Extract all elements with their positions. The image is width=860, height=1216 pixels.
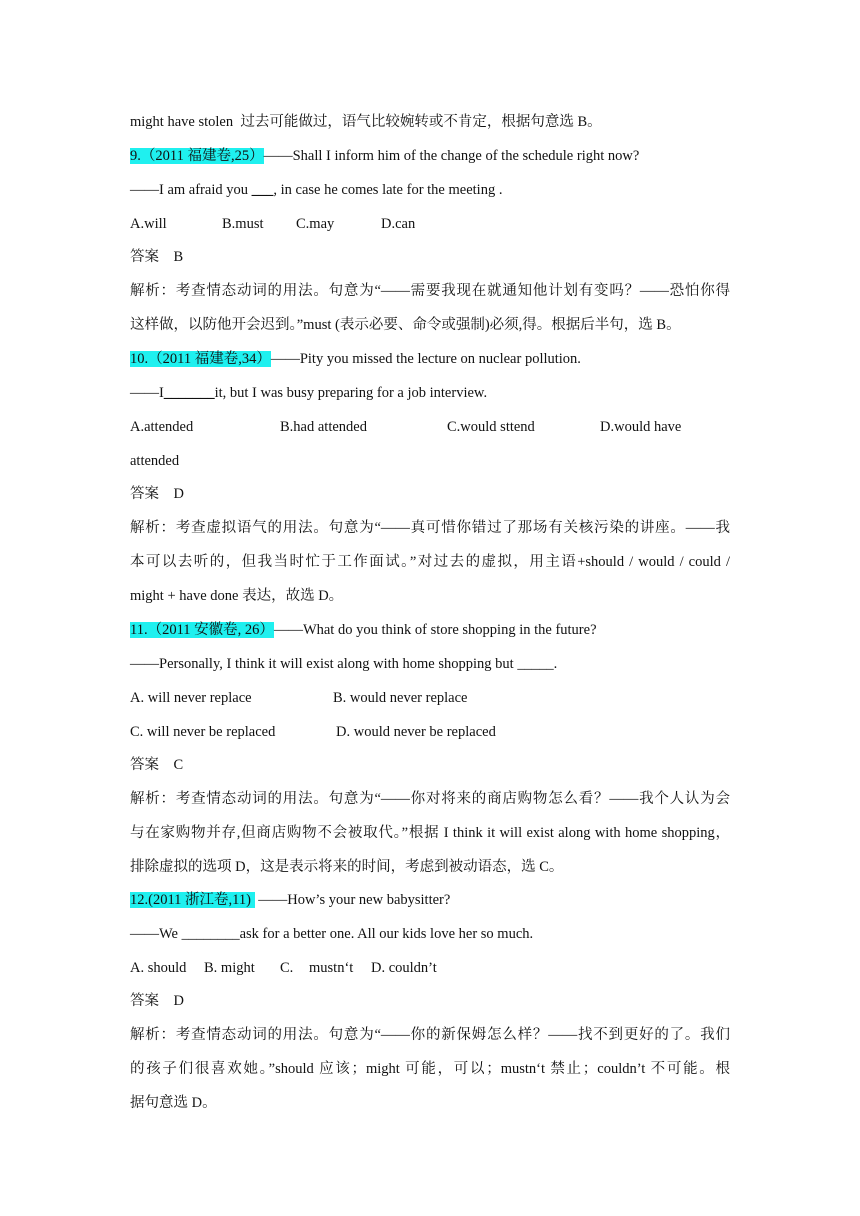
reply-text: , in case he comes late for the meeting . bbox=[273, 182, 503, 198]
option-a: A.will bbox=[130, 216, 167, 232]
explanation-line: might + have done 表达，故选 D。 bbox=[130, 588, 344, 604]
question-12-reply: ——We ________ask for a better one. All our kids love her so much. bbox=[130, 926, 534, 942]
explanation-line: 的孩子们很喜欢她。”should 应该；might 可能，可以；mustn‘t 禁止；couldn’t 不可能。根 bbox=[130, 1061, 730, 1077]
reply-text: ——I am afraid you bbox=[130, 182, 252, 198]
explanation-line: 据句意选 D。 bbox=[130, 1095, 217, 1111]
reply-text: it, but I was busy preparing for a job interview. bbox=[214, 385, 488, 401]
answer-line: 答案 C bbox=[130, 757, 184, 773]
question-12-stem bbox=[130, 890, 450, 910]
option-b: B. might bbox=[204, 960, 255, 976]
explanation-line: 解析：考查情态动词的用法。句意为“——需要我现在就通知他计划有变吗？——恐怕你得 bbox=[130, 283, 730, 299]
option-a: A.attended bbox=[130, 419, 194, 435]
question-11-stem bbox=[130, 620, 597, 640]
question-10-stem bbox=[130, 349, 581, 369]
option-c: C. bbox=[280, 960, 294, 976]
question-text: ——What do you think of store shopping in the future? bbox=[273, 622, 597, 638]
option-d-continued: attended bbox=[130, 453, 180, 469]
option-c-text: mustn‘t bbox=[309, 960, 354, 976]
question-tag-highlight: 9.（2011 福建卷,25） bbox=[130, 148, 264, 164]
option-c: C. will never be replaced bbox=[130, 724, 276, 740]
answer-line: 答案 D bbox=[130, 993, 184, 1009]
question-text: ——How’s your new babysitter? bbox=[254, 892, 451, 908]
option-a: A. will never replace bbox=[130, 690, 252, 706]
explanation-line: 与在家购物并存,但商店购物不会被取代。”根据 I think it will exist along with home shopping， bbox=[130, 825, 730, 841]
explanation-line: might have stolen 过去可能做过，语气比较婉转或不肯定，根据句意选 B。 bbox=[130, 114, 602, 130]
option-a: A. should bbox=[130, 960, 187, 976]
reply-text: ——I bbox=[130, 385, 164, 401]
option-b: B.must bbox=[222, 216, 264, 232]
question-11-reply: ——Personally, I think it will exist along with home shopping but _____. bbox=[130, 656, 558, 672]
explanation-line: 解析：考查情态动词的用法。句意为“——你的新保姆怎么样？——找不到更好的了。我们 bbox=[130, 1027, 730, 1043]
answer-blank: ___ bbox=[251, 182, 274, 198]
question-text: ——Shall I inform him of the change of the schedule right now? bbox=[263, 148, 640, 164]
answer-blank: _______ bbox=[163, 385, 215, 401]
explanation-line: 解析：考查情态动词的用法。句意为“——你对将来的商店购物怎么看？——我个人认为会 bbox=[130, 791, 730, 807]
option-c: C.would sttend bbox=[447, 419, 535, 435]
option-d: D.can bbox=[381, 216, 416, 232]
explanation-line: 这样做，以防他开会迟到。”must (表示必要、命令或强制)必须,得。根据后半句，选 B。 bbox=[130, 317, 681, 333]
explanation-line: 解析：考查虚拟语气的用法。句意为“——真可惜你错过了那场有关核污染的讲座。——我 bbox=[130, 520, 730, 536]
option-d: D. couldn’t bbox=[371, 960, 437, 976]
question-10-reply bbox=[130, 383, 487, 403]
question-text: ——Pity you missed the lecture on nuclear pollution. bbox=[270, 351, 581, 367]
question-tag-highlight: 12.(2011 浙江卷,11) bbox=[130, 892, 255, 908]
question-9-reply bbox=[130, 180, 502, 200]
question-9-stem bbox=[130, 146, 639, 166]
option-d: D.would have bbox=[600, 419, 682, 435]
question-tag-highlight: 10.（2011 福建卷,34） bbox=[130, 351, 271, 367]
explanation-line: 排除虚拟的选项 D，这是表示将来的时间，考虑到被动语态，选 C。 bbox=[130, 859, 564, 875]
option-b: B.had attended bbox=[280, 419, 367, 435]
question-tag-highlight: 11.（2011 安徽卷, 26） bbox=[130, 622, 274, 638]
option-b: B. would never replace bbox=[333, 690, 468, 706]
answer-line: 答案 D bbox=[130, 486, 184, 502]
explanation-line: 本可以去听的，但我当时忙于工作面试。”对过去的虚拟，用主语+should / would / could / bbox=[130, 554, 730, 570]
answer-line: 答案 B bbox=[130, 249, 184, 265]
option-d: D. would never be replaced bbox=[336, 724, 496, 740]
option-c: C.may bbox=[296, 216, 335, 232]
